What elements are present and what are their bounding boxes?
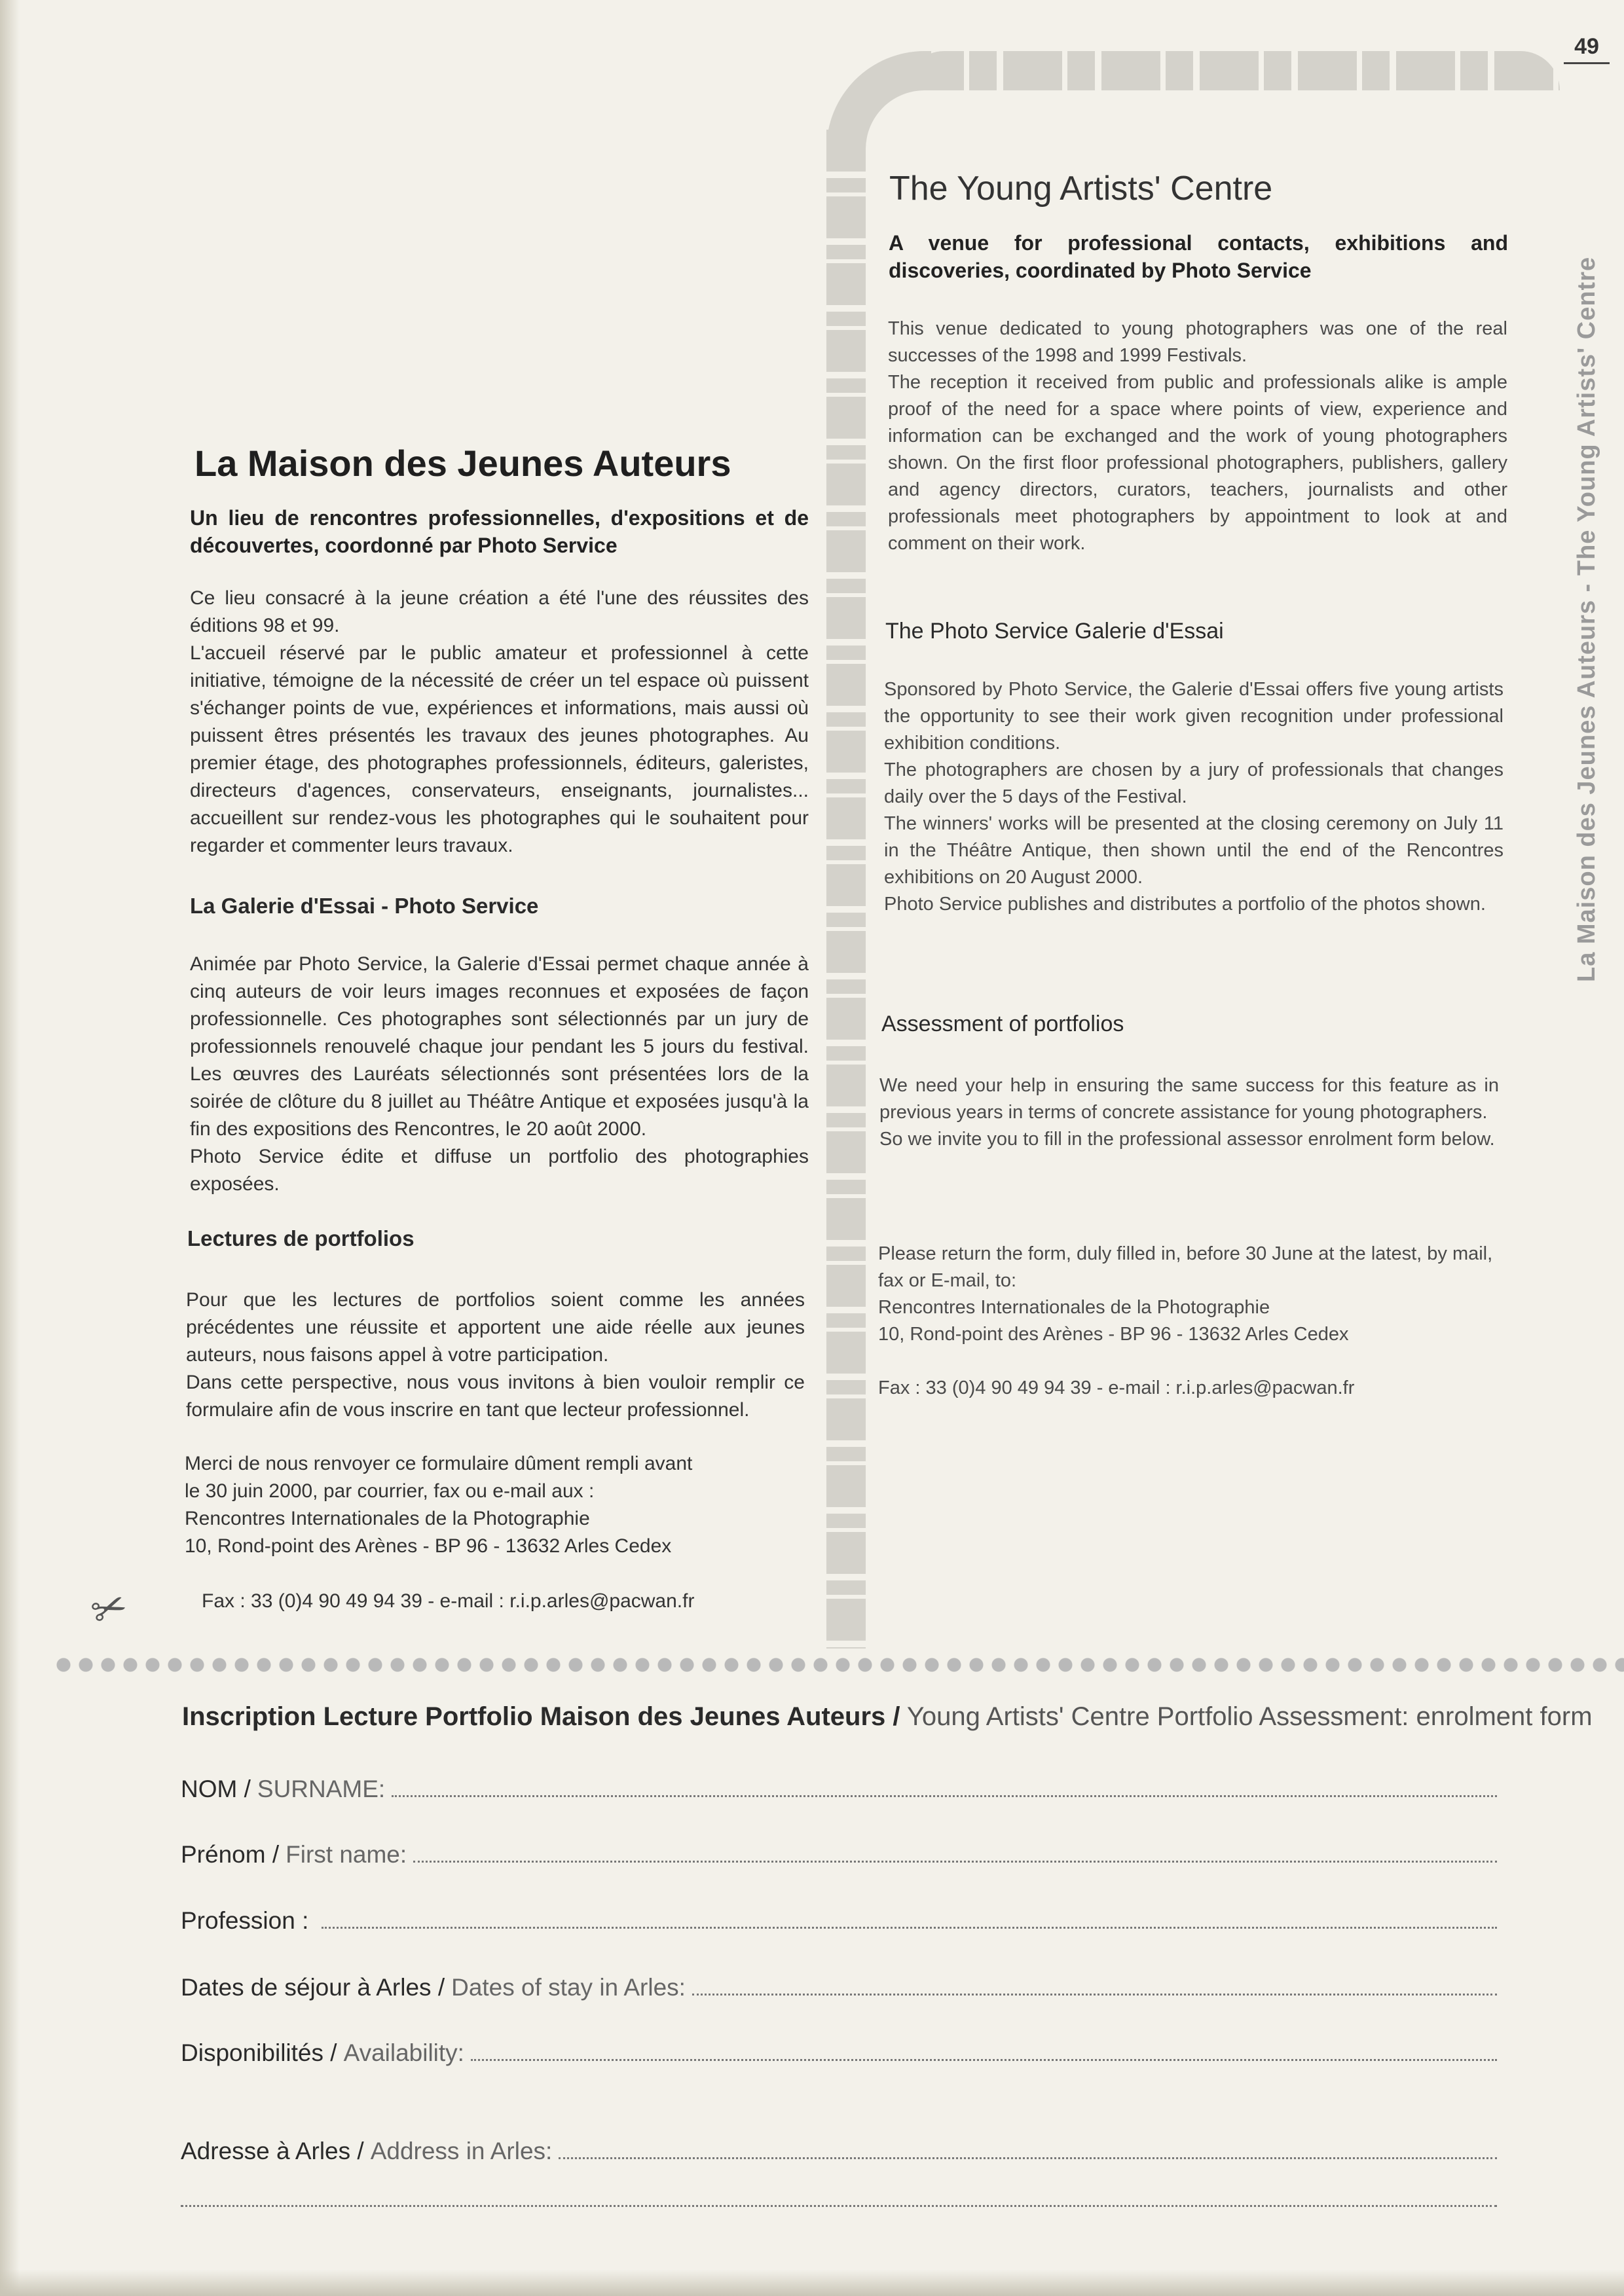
page-bottom-shadow — [0, 2270, 1624, 2296]
form-title: Inscription Lecture Portfolio Maison des Jeunes Auteurs / Young Artists' Centre Portfolio Assessment: enrolment form — [182, 1702, 1593, 1731]
surname-field[interactable]: NOM / SURNAME: — [181, 1776, 1497, 1803]
address-in-arles-field[interactable]: Adresse à Arles / Address in Arles: — [181, 2138, 1497, 2165]
english-fax: Fax : 33 (0)4 90 49 94 39 - e-mail : r.i.p.arles@pacwan.fr — [878, 1377, 1355, 1398]
profession-field[interactable]: Profession : — [181, 1907, 1497, 1935]
page-number: 49 — [1564, 34, 1610, 64]
french-lectures-text: Pour que les lectures de portfolios soient comme les années précédentes une réussite et apportent une aide réelle aux jeunes auteurs, nous faisons appel à votre participation. Dans cette perspective, nous vous invitons à bien vouloir remplir ce formulaire afin de vous inscrire en tant que lecteur professionnel. — [186, 1289, 805, 1421]
english-subtitle: A venue for professional contacts, exhibitions and discoveries, coordinated by Photo Service — [889, 231, 1508, 282]
dates-of-stay-field[interactable]: Dates de séjour à Arles / Dates of stay in Arles: — [181, 1974, 1497, 2001]
address-continuation-line[interactable] — [181, 2188, 1497, 2207]
first-name-field[interactable]: Prénom / First name: — [181, 1841, 1497, 1868]
scissors-icon: ✂ — [84, 1580, 134, 1637]
availability-field[interactable]: Disponibilités / Availability: — [181, 2039, 1497, 2067]
english-intro: This venue dedicated to young photographers was one of the real successes of the 1998 and 1999 Festivals. The reception it received from public and professionals alike is ample proof of the need for a space where points of view, experience and information can be exchanged and the work of young photographers shown. On the first floor professional photographers, publishers, gallery and agency directors, curators, teachers, journalists and other professionals meet photographers by appointment to look at and comment on their work. — [888, 318, 1507, 554]
french-lectures-heading: Lectures de portfolios — [187, 1226, 415, 1250]
french-fax: Fax : 33 (0)4 90 49 94 39 - e-mail : r.i.p.arles@pacwan.fr — [202, 1590, 695, 1612]
french-return-text: Merci de nous renvoyer ce formulaire dûment rempli avant le 30 juin 2000, par courrier, fax ou e-mail aux : Rencontres Internationales de la Photographie 10, Rond-point des Arènes - BP 96 - 13632 Arles Cedex — [185, 1453, 693, 1557]
dotted-cut-line — [52, 1656, 1624, 1673]
french-title: La Maison des Jeunes Auteurs — [194, 443, 731, 484]
french-intro: Ce lieu consacré à la jeune création a été l'une des réussites des éditions 98 et 99. L'accueil réservé par le public amateur et professionnel à cette initiative, témoigne de la nécessité de créer un tel espace où puissent s'échanger points de vue, expériences et informations, mais aussi où puissent êtres présentés les travaux des jeunes photographes. Au premier étage, des photographes professionnels, éditeurs, galeristes, directeurs d'agences, conservateurs, enseignants, journalistes... accueillent sur rendez-vous les photographes qui le souhaitent pour regarder et commenter leurs travaux. — [190, 587, 809, 856]
english-assessment-text: We need your help in ensuring the same success for this feature as in previous years in terms of concrete assistance for young photographers. So we invite you to fill in the professional assessor enrolment form below. — [879, 1075, 1499, 1150]
english-title: The Young Artists' Centre — [889, 170, 1273, 208]
english-return-text: Please return the form, duly filled in, before 30 June at the latest, by mail, fax or E-mail, to: Rencontres Internationales de la Photographie 10, Rond-point des Arènes - BP 96 - 13632 Arles Cedex — [878, 1243, 1493, 1345]
english-galerie-text: Sponsored by Photo Service, the Galerie d'Essai offers five young artists the opportunity to see their work given recognition under professional exhibition conditions. The photographers are chosen by a jury of professionals that changes daily over the 5 days of the Festival. The winners' works will be presented at the closing ceremony on July 11 in the Théâtre Antique, then shown until the end of the Rencontres exhibitions on 20 August 2000. Photo Service publishes and distributes a portfolio of the photos shown. — [884, 679, 1504, 915]
page-edge-shadow — [0, 0, 20, 2296]
french-galerie-text: Animée par Photo Service, la Galerie d'Essai permet chaque année à cinq auteurs de voir leurs images reconnues et exposées de façon professionnelle. Ces photographes sont sélectionnés par un jury de professionnels renouvelé chaque jour pendant les 5 jours du festival. Les œuvres des Lauréats sélectionnés sont présentées lors de la soirée de clôture du 8 juillet au Théâtre Antique et exposées jusqu'à la fin des expositions des Rencontres, le 20 août 2000. Photo Service édite et diffuse un portfolio des photographies exposées. — [190, 953, 809, 1195]
english-galerie-heading: The Photo Service Galerie d'Essai — [885, 619, 1224, 644]
french-galerie-heading: La Galerie d'Essai - Photo Service — [190, 894, 539, 918]
english-assessment-heading: Assessment of portfolios — [881, 1011, 1124, 1036]
french-subtitle: Un lieu de rencontres professionnelles, d'expositions et de découvertes, coordonné par Photo Service — [190, 506, 809, 557]
